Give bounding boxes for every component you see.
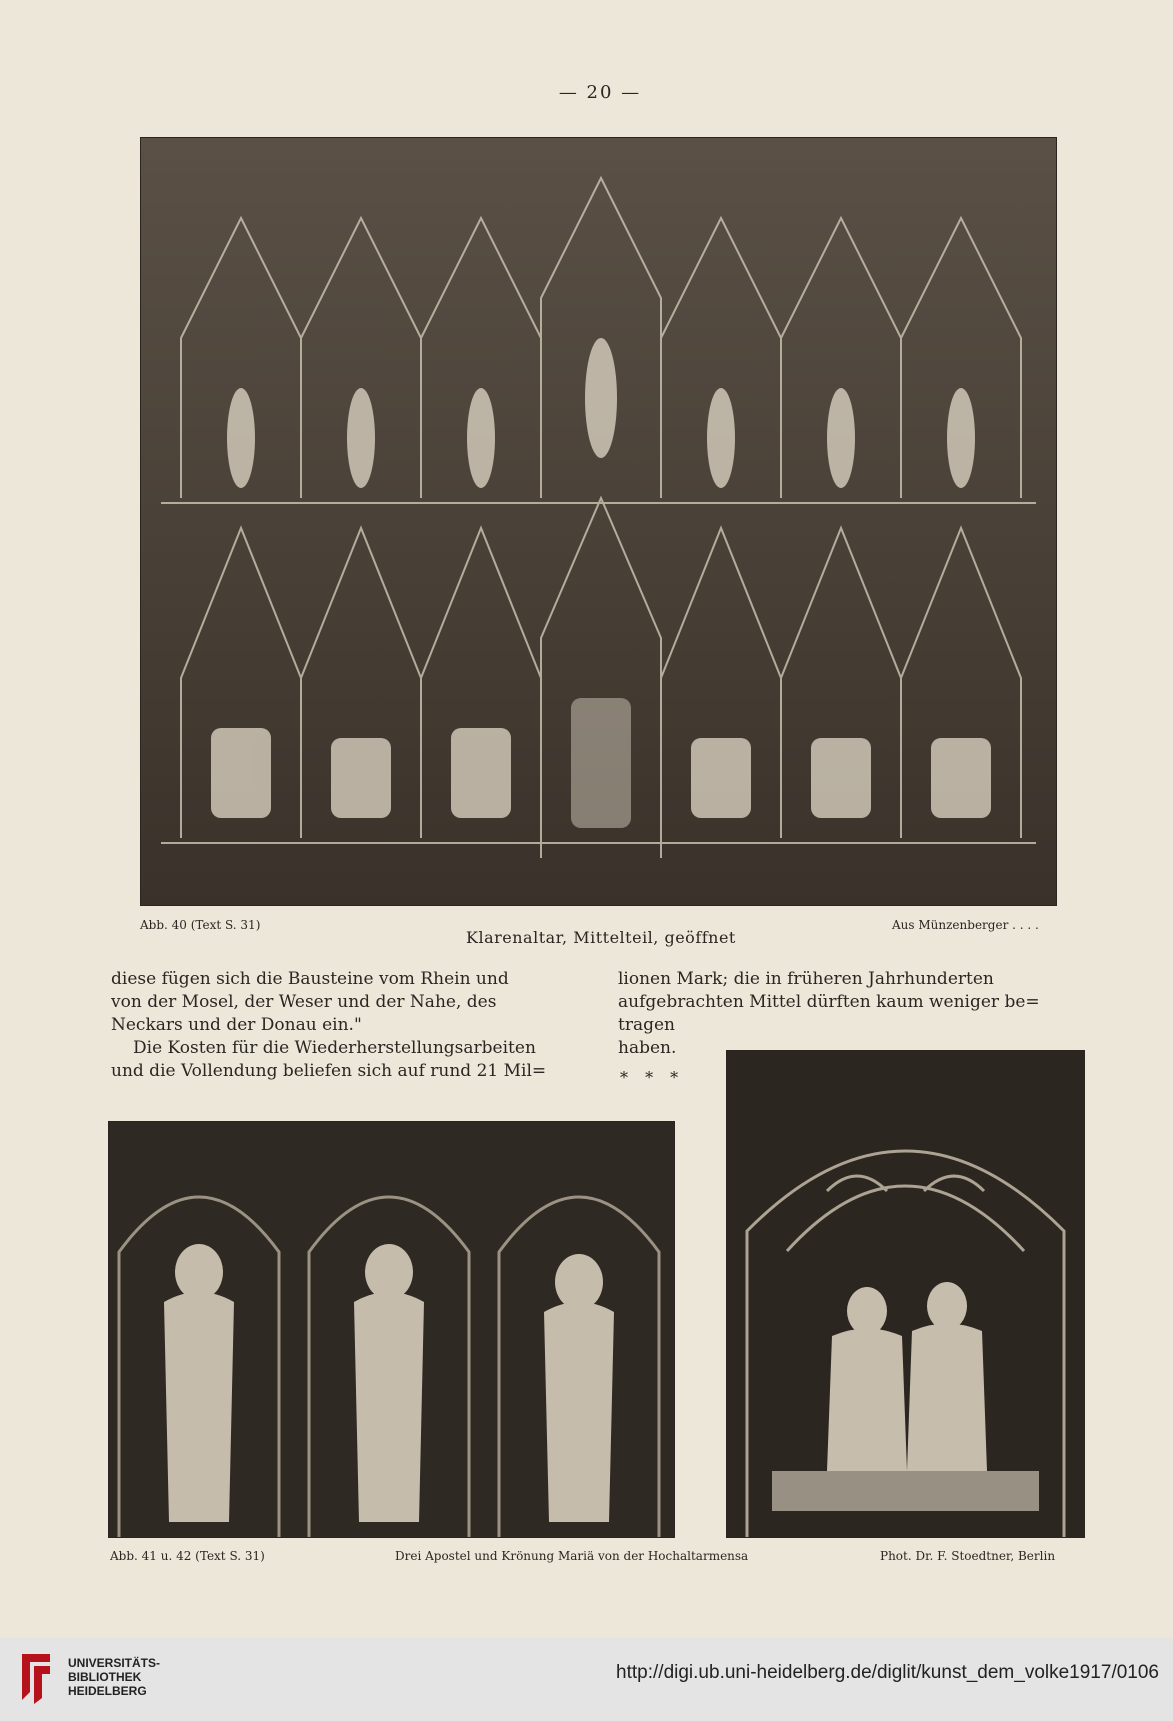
body-text-left-column (111, 968, 577, 1083)
coronation-photograph (726, 1050, 1085, 1538)
figure-41-42-label: Abb. 41 u. 42 (Text S. 31) (110, 1549, 265, 1563)
page-number: — 20 — (558, 82, 642, 103)
library-footer (0, 1638, 1173, 1721)
figure-41-42-title: Drei Apostel und Krönung Mariä von der Hochaltarmensa (395, 1549, 749, 1563)
text-line: haben. (618, 1038, 677, 1058)
source-url-link[interactable]: http://digi.ub.uni-heidelberg.de/diglit/kunst_dem_volke1917/0106 (616, 1662, 1159, 1683)
text-line: und die Vollendung beliefen sich auf rund 21 Mil= (111, 1061, 547, 1081)
text-line: tragen (618, 1015, 675, 1035)
figure-40-label: Abb. 40 (Text S. 31) (140, 918, 261, 932)
text-line: aufgebrachten Mittel dürften kaum weniger be= (618, 992, 1040, 1012)
altar-photograph (140, 137, 1057, 906)
library-name-line: HEIDELBERG (68, 1684, 147, 1698)
figure-40-title: Klarenaltar, Mittelteil, geöffnet (466, 928, 736, 947)
text-line: diese fügen sich die Bausteine vom Rhein und (111, 969, 509, 989)
figure-41-42-credit: Phot. Dr. F. Stoedtner, Berlin (880, 1549, 1056, 1563)
text-line: lionen Mark; die in früheren Jahrhunderten (618, 969, 994, 989)
library-logo-icon (14, 1652, 58, 1706)
section-separator: * * * (620, 1068, 685, 1087)
text-line: Neckars und der Donau ein." (111, 1015, 362, 1035)
library-name-line: BIBLIOTHEK (68, 1670, 142, 1684)
library-name (68, 1656, 160, 1698)
figure-40-credit: Aus Münzenberger . . . . (892, 918, 1039, 932)
text-line: von der Mosel, der Weser und der Nahe, des (111, 992, 497, 1012)
apostles-photograph (108, 1121, 675, 1538)
body-text-right-column (618, 968, 1088, 1060)
library-name-line: UNIVERSITÄTS- (68, 1656, 161, 1670)
text-line: Die Kosten für die Wiederherstellungsarbeiten (133, 1038, 536, 1058)
